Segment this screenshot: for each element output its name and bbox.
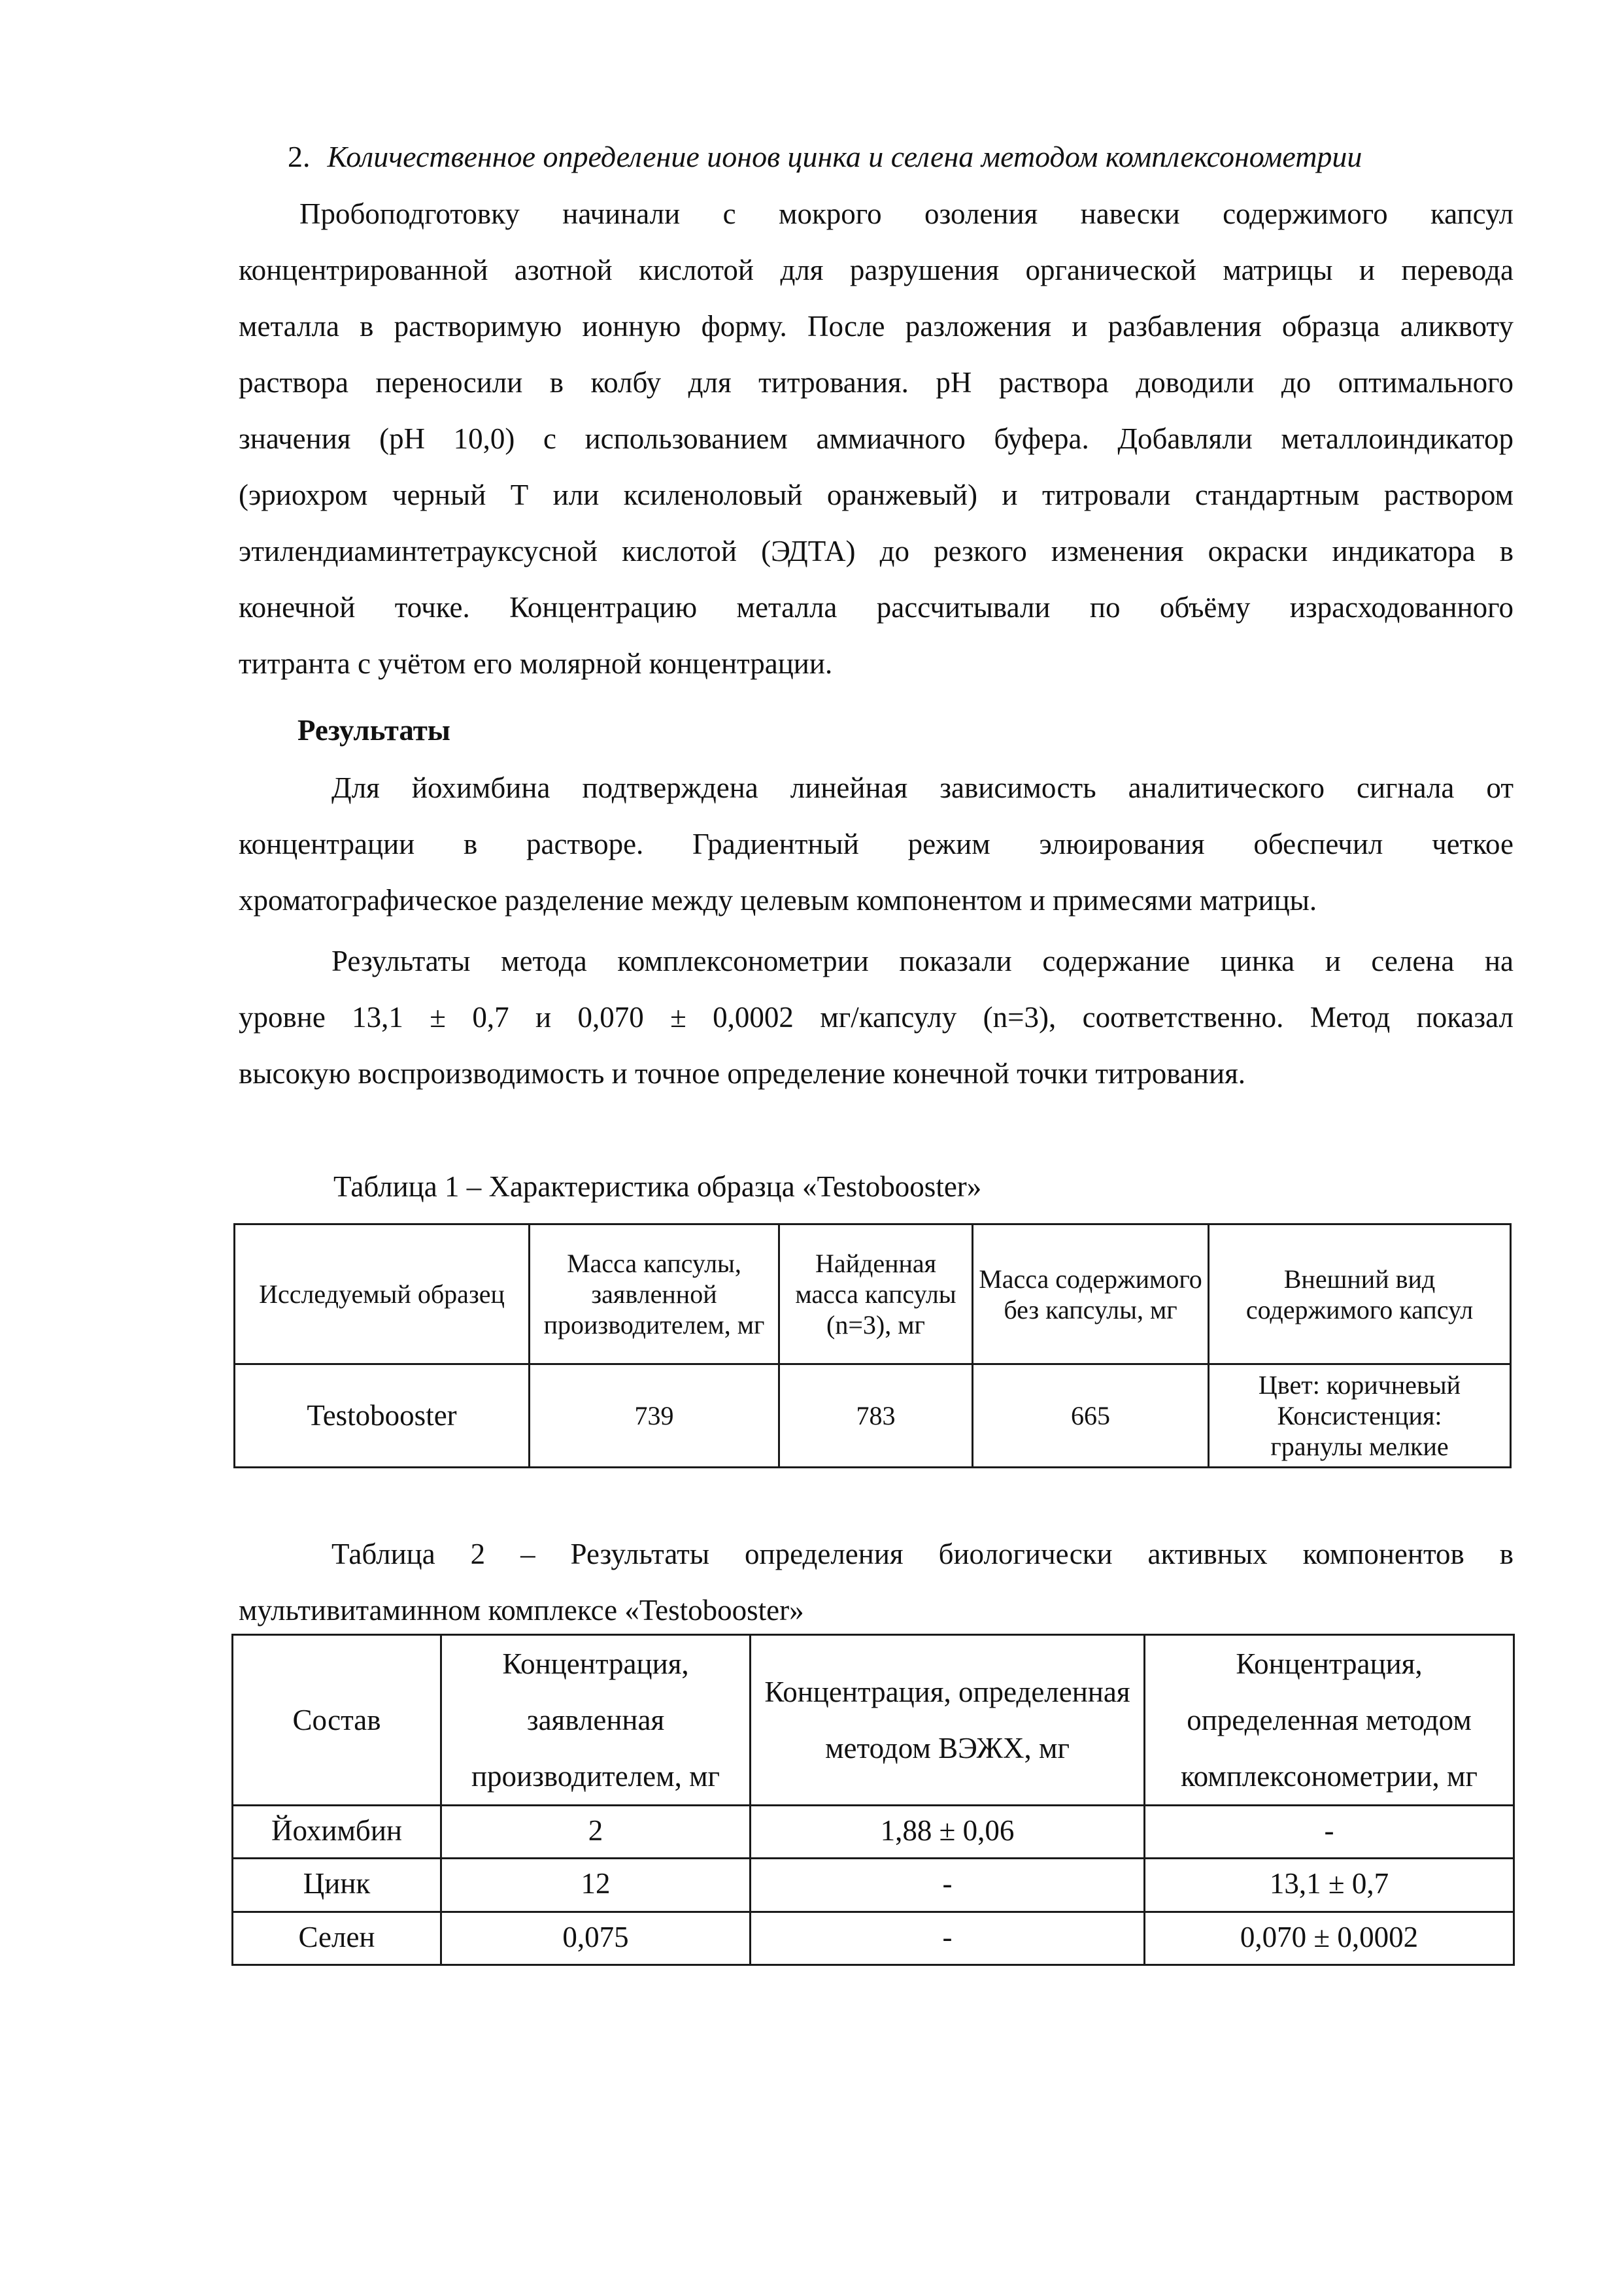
cell-component: Йохимбин (233, 1806, 441, 1859)
text-line: Результаты метода комплексонометрии показали содержание цинка и селена на (331, 945, 1514, 977)
cell-complexometry: 13,1 ± 0,7 (1145, 1859, 1514, 1912)
cell-declared: 12 (441, 1859, 751, 1912)
text-line: конечной точке. Концентрацию металла рассчитывали по объёму израсходованного (239, 591, 1514, 624)
header-cell: Масса капсулы, заявленной производителем, мг (530, 1224, 779, 1364)
table2-caption-line2: мультивитаминном комплексе «Testobooster» (239, 1594, 804, 1627)
text-line: высокую воспроизводимость и точное определение конечной точки титрования. (239, 1057, 1246, 1090)
cell-complexometry: 0,070 ± 0,0002 (1145, 1912, 1514, 1965)
cell-declared: 0,075 (441, 1912, 751, 1965)
appearance-consistency-value: гранулы мелкие (1270, 1432, 1449, 1461)
section-title: Количественное определение ионов цинка и селена методом комплексонометрии (327, 140, 1362, 173)
table-header-row (233, 1635, 1514, 1806)
text-line: титранта с учётом его молярной концентрации. (239, 647, 833, 680)
section-number: 2. (288, 140, 311, 173)
table-row (233, 1806, 1514, 1859)
cell-content-mass: 665 (973, 1364, 1209, 1468)
header-cell: Концентрация, определенная методом комплексонометрии, мг (1145, 1635, 1514, 1806)
text-line: хроматографическое разделение между целевым компонентом и примесями матрицы. (239, 884, 1317, 917)
table2-caption-line1: Таблица 2 – Результаты определения биологически активных компонентов в (331, 1538, 1514, 1570)
cell-found-mass: 783 (779, 1364, 973, 1468)
text-line: этилендиаминтетрауксусной кислотой (ЭДТА) до резкого изменения окраски индикатора в (239, 535, 1514, 567)
table-header-row (235, 1224, 1511, 1364)
header-cell: Найденная масса капсулы (n=3), мг (779, 1224, 973, 1364)
cell-hplc: - (751, 1859, 1145, 1912)
header-cell: Состав (233, 1635, 441, 1806)
text-line: (эриохром черный Т или ксиленоловый оранжевый) и титровали стандартным раствором (239, 479, 1514, 511)
text-line: Для йохимбина подтверждена линейная зависимость аналитического сигнала от (331, 771, 1514, 804)
cell-hplc: - (751, 1912, 1145, 1965)
text-line: концентрации в растворе. Градиентный режим элюирования обеспечил четкое (239, 828, 1514, 860)
cell-hplc: 1,88 ± 0,06 (751, 1806, 1145, 1859)
text-line: раствора переносили в колбу для титрования. pH раствора доводили до оптимального (239, 366, 1514, 399)
cell-appearance (1209, 1364, 1511, 1468)
cell-declared: 2 (441, 1806, 751, 1859)
table1-caption: Таблица 1 – Характеристика образца «Testobooster» (333, 1170, 982, 1203)
cell-component: Селен (233, 1912, 441, 1965)
text-line: концентрированной азотной кислотой для разрушения органической матрицы и перевода (239, 254, 1514, 286)
cell-sample: Testobooster (235, 1364, 530, 1468)
header-cell: Исследуемый образец (235, 1224, 530, 1364)
table-sample-characteristics (233, 1223, 1512, 1468)
cell-complexometry: - (1145, 1806, 1514, 1859)
text-line: уровне 13,1 ± 0,7 и 0,070 ± 0,0002 мг/капсулу (n=3), соответственно. Метод показал (239, 1001, 1514, 1034)
header-cell: Масса содержимого без капсулы, мг (973, 1224, 1209, 1364)
text-line: значения (pH 10,0) с использованием аммиачного буфера. Добавляли металлоиндикатор (239, 422, 1514, 455)
appearance-color: Цвет: коричневый (1258, 1370, 1461, 1400)
appearance-consistency-label: Консистенция: (1277, 1401, 1442, 1430)
header-cell: Концентрация, определенная методом ВЭЖХ, мг (751, 1635, 1145, 1806)
section-heading (288, 139, 1362, 175)
header-cell: Концентрация, заявленная производителем, мг (441, 1635, 751, 1806)
table-row (235, 1364, 1511, 1468)
text-line: металла в растворимую ионную форму. После разложения и разбавления образца аликвоту (239, 310, 1514, 343)
cell-component: Цинк (233, 1859, 441, 1912)
text-line: Пробоподготовку начинали с мокрого озоления навески содержимого капсул (299, 197, 1514, 230)
table-row (233, 1912, 1514, 1965)
header-cell: Внешний вид содержимого капсул (1209, 1224, 1511, 1364)
results-heading: Результаты (297, 714, 450, 747)
cell-declared-mass: 739 (530, 1364, 779, 1468)
table-active-components (231, 1634, 1515, 1966)
table-row (233, 1859, 1514, 1912)
